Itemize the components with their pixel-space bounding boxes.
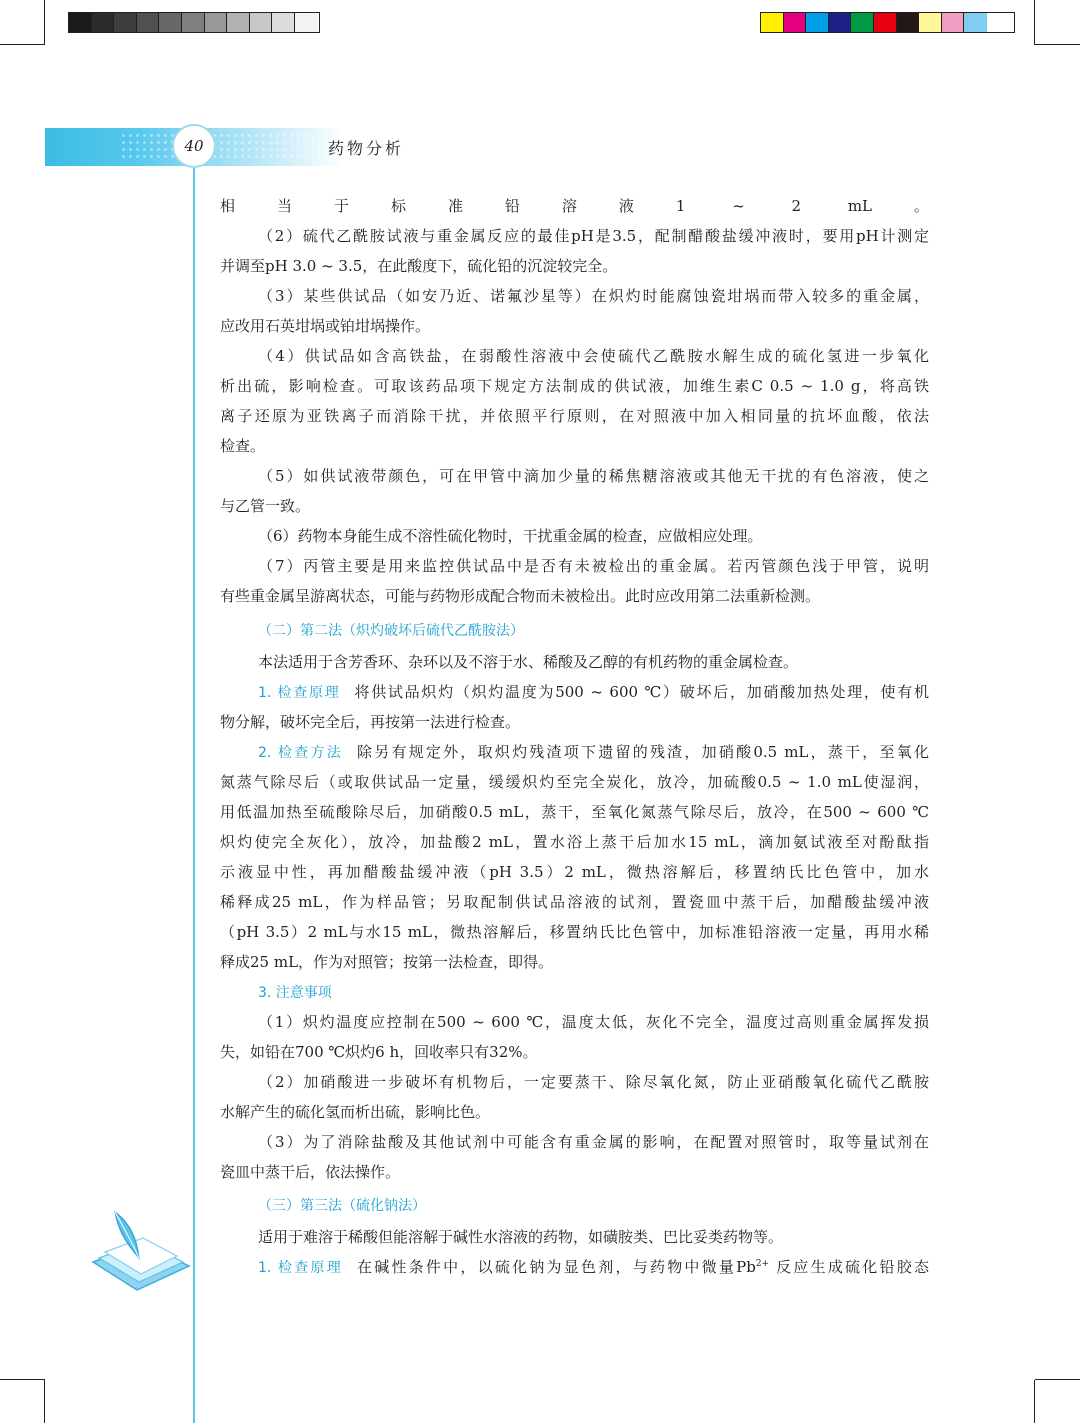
color-swatch (897, 13, 920, 32)
text-segment: 适用于难溶于稀酸但能溶解于碱性水溶液的药物，如磺胺类、巴比妥类药物等。 (258, 1228, 784, 1246)
text-line (258, 466, 929, 486)
text-line (220, 832, 929, 852)
text-line (220, 892, 929, 912)
gray-swatch (205, 13, 228, 32)
book-title: 药物分析 (328, 139, 405, 158)
text-segment: 反应生成硫化铅胶态 (769, 1258, 929, 1276)
text-line (258, 1257, 929, 1277)
text-line (258, 1072, 929, 1092)
text-line (220, 316, 929, 336)
heading-text: （三）第三法（硫化钠法） (258, 1198, 426, 1214)
color-swatch (874, 13, 897, 32)
text-segment: （3）某些供试品（如安乃近、诺氟沙星等）在炽灼时能腐蚀瓷坩埚而带入较多的重金属， (258, 287, 929, 305)
header-dot-pattern (120, 132, 320, 162)
crop-mark (1035, 44, 1080, 45)
text-segment: （5）如供试液带颜色，可在甲管中滴加少量的稀焦糖溶液或其他无干扰的有色溶液，使之 (258, 467, 929, 485)
text-segment: 析出硫，影响检查。可取该药品项下规定方法制成的供试液，加维生素C 0.5 ~ 1.0 g，将高铁 (220, 377, 929, 395)
superscript: 2+ (755, 1259, 770, 1269)
gray-swatch (114, 13, 137, 32)
text-segment: 在碱性条件中，以硫化钠为显色剂，与药物中微量Pb (356, 1258, 756, 1276)
crop-mark (0, 1379, 45, 1380)
gray-swatch (92, 13, 115, 32)
text-line (220, 922, 929, 942)
text-segment: 炽灼使完全灰化），放冷，加盐酸2 mL，置水浴上蒸干后加水15 mL，滴加氨试液至对酚酞指 (220, 833, 929, 851)
text-line (258, 286, 929, 306)
heading-text: （二）第二法（炽灼破坏后硫代乙酰胺法） (258, 623, 524, 639)
text-line (220, 712, 929, 732)
section-heading (258, 621, 929, 641)
text-line (258, 526, 929, 546)
subheading: 1. 检查原理 (258, 1260, 343, 1276)
crop-mark (0, 44, 45, 45)
color-swatch (851, 13, 874, 32)
text-segment: （7）丙管主要是用来监控供试品中是否有未被检出的重金属。若丙管颜色浅于甲管，说明 (258, 557, 929, 575)
color-swatch (942, 13, 965, 32)
text-line (258, 1227, 929, 1247)
text-segment: 本法适用于含芳香环、杂环以及不溶于水、稀酸及乙醇的有机药物的重金属检查。 (258, 653, 799, 671)
text-line (220, 406, 929, 426)
section-heading (258, 1196, 929, 1216)
text-segment: 释成25 mL，作为对照管；按第一法检查，即得。 (220, 953, 554, 971)
text-segment: 用低温加热至硫酸除尽后，加硝酸0.5 mL，蒸干，至氧化氮蒸气除尽后，放冷，在500 ~ 600 ℃ (220, 803, 929, 821)
gray-swatch (295, 13, 318, 32)
text-line (258, 652, 929, 672)
text-segment: （3）为了消除盐酸及其他试剂中可能含有重金属的影响，在配置对照管时，取等量试剂在 (258, 1133, 929, 1151)
text-segment: 与乙管一致。 (220, 497, 311, 515)
text-line (258, 346, 929, 366)
crop-mark (44, 1380, 45, 1423)
text-line (258, 556, 929, 576)
process-color-bar (760, 12, 1015, 33)
text-line (220, 772, 929, 792)
gray-swatch (182, 13, 205, 32)
text-line (258, 982, 929, 1002)
color-swatch (806, 13, 829, 32)
text-line (220, 496, 929, 516)
text-segment: 瓷皿中蒸干后，依法操作。 (220, 1163, 401, 1181)
subheading: 1. 检查原理 (258, 685, 341, 701)
crop-mark (1034, 0, 1035, 45)
gray-swatch (69, 13, 92, 32)
text-segment: 并调至pH 3.0 ~ 3.5，在此酸度下，硫化铅的沉淀较完全。 (220, 257, 618, 275)
text-line (258, 1012, 929, 1032)
crop-mark (1035, 1379, 1080, 1380)
gray-swatch (159, 13, 182, 32)
text-segment: （2）硫代乙酰胺试液与重金属反应的最佳pH是3.5，配制醋酸盐缓冲液时，要用pH计测定 (258, 227, 929, 245)
text-segment: 检查。 (220, 437, 266, 455)
text-line (220, 862, 929, 882)
color-swatch (919, 13, 942, 32)
page-number: 40 (172, 124, 216, 168)
text-segment: 物分解，破坏完全后，再按第一法进行检查。 (220, 713, 521, 731)
text-segment: （pH 3.5）2 mL与水15 mL，微热溶解后，移置纳氏比色管中，加标准铅溶液一定量，再用水稀 (220, 923, 929, 941)
text-line (220, 802, 929, 822)
subheading: 3. 注意事项 (258, 985, 332, 1001)
text-segment: 失，如铅在700 ℃炽灼6 h，回收率只有32%。 (220, 1043, 538, 1061)
text-segment: 应改用石英坩埚或铂坩埚操作。 (220, 317, 431, 335)
text-segment: （4）供试品如含高铁盐，在弱酸性溶液中会使硫代乙酰胺水解生成的硫化氢进一步氧化 (258, 347, 929, 365)
gray-swatch (227, 13, 250, 32)
text-segment: （2）加硝酸进一步破坏有机物后，一定要蒸干、除尽氧化氮，防止亚硝酸氧化硫代乙酰胺 (258, 1073, 929, 1091)
text-line (220, 256, 929, 276)
text-line (220, 1102, 929, 1122)
text-segment: 氮蒸气除尽后（或取供试品一定量，缓缓炽灼至完全炭化，放冷，加硫酸0.5 ~ 1.0 mL使湿润， (220, 773, 929, 791)
text-segment: （1）炽灼温度应控制在500 ~ 600 ℃，温度太低，灰化不完全，温度过高则重金属挥发损 (258, 1013, 929, 1031)
color-swatch (829, 13, 852, 32)
text-segment: 示液显中性，再加醋酸盐缓冲液（pH 3.5）2 mL，微热溶解后，移置纳氏比色管中，加水 (220, 863, 929, 881)
text-segment: 稀释成25 mL，作为样品管；另取配制供试品溶液的试剂，置瓷皿中蒸干后，加醋酸盐缓冲液 (220, 893, 929, 911)
text-line (220, 586, 929, 606)
subheading: 2. 检查方法 (258, 745, 343, 761)
color-swatch (784, 13, 807, 32)
text-line (258, 1132, 929, 1152)
text-line (220, 436, 929, 456)
book-stack-icon (93, 1212, 189, 1290)
text-line (258, 226, 929, 246)
text-segment: 相当于标准铅溶液1 ~ 2 mL。 (220, 197, 929, 215)
book-illustration (85, 1200, 195, 1300)
crop-mark (44, 0, 45, 45)
text-segment: 有些重金属呈游离状态，可能与药物形成配合物而未被检出。此时应改用第二法重新检测。 (220, 587, 821, 605)
text-line (258, 742, 929, 762)
text-segment: 离子还原为亚铁离子而消除干扰，并依照平行原则，在对照液中加入相同量的抗坏血酸，依法 (220, 407, 929, 425)
text-segment: （6）药物本身能生成不溶性硫化物时，干扰重金属的检查，应做相应处理。 (258, 527, 763, 545)
text-segment: 将供试品炽灼（炽灼温度为500 ~ 600 ℃）破坏后，加硝酸加热处理，使有机 (354, 683, 930, 701)
color-swatch (761, 13, 784, 32)
text-line (258, 682, 929, 702)
text-line (220, 1042, 929, 1062)
gray-swatch (272, 13, 295, 32)
color-swatch (964, 13, 987, 32)
gray-swatch (137, 13, 160, 32)
text-segment: 除另有规定外，取炽灼残渣项下遗留的残渣，加硝酸0.5 mL，蒸干，至氧化 (356, 743, 930, 761)
gray-swatch (250, 13, 273, 32)
text-line (220, 376, 929, 396)
crop-mark (1034, 1380, 1035, 1423)
grayscale-color-bar (68, 12, 320, 33)
text-segment: 水解产生的硫化氢而析出硫，影响比色。 (220, 1103, 491, 1121)
text-line (220, 1162, 929, 1182)
text-line (220, 196, 929, 216)
text-line (220, 952, 929, 972)
